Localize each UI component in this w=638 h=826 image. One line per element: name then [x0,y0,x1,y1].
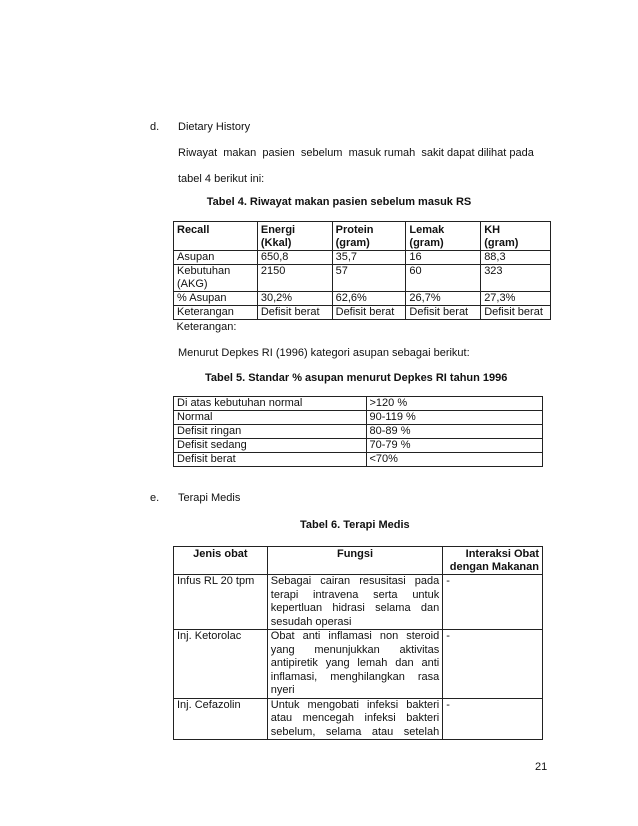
table4-cell-label: % Asupan [174,292,258,306]
table5-cell-range: >120 % [366,397,543,411]
table6-cell-drug: Inj. Cefazolin [174,698,268,740]
table4-cell: 35,7 [332,251,406,265]
table-row [174,630,543,699]
table6-cell-function: Obat anti inflamasi non steroid yang menunjukkan aktivitas antipiretik yang lemah dan anti inflamasi, menghilangkan rasa nyeri [267,630,442,699]
table4-header-kh: KH (gram) [481,222,551,251]
table6-caption: Tabel 6. Terapi Medis [300,519,410,531]
table-row [174,292,551,306]
table5-caption: Tabel 5. Standar % asupan menurut Depkes RI tahun 1996 [205,372,508,384]
table6-header-jenis-obat: Jenis obat [174,547,268,575]
table6-cell-function: Sebagai cairan resusitasi pada terapi intravena serta untuk kepertluan hidrasi selama dan sesudah operasi [267,575,442,630]
table-row [174,306,551,320]
section-e-title: Terapi Medis [178,492,241,504]
table4-cell: 88,3 [481,251,551,265]
table4-note-row [174,320,551,335]
table-row [174,411,543,425]
table-row [174,698,543,740]
table4-note: Keterangan: [176,321,237,333]
depkes-text: Menurut Depkes RI (1996) kategori asupan sebagai berikut: [178,347,470,359]
table4-cell: Defisit berat [406,306,481,320]
table6-cell-function: Untuk mengobati infeksi bakteri atau mencegah infeksi bakteri sebelum, selama atau setelah [267,698,442,740]
table6-header-interaksi: Interaksi Obat dengan Makanan [443,547,543,575]
section-d-marker: d. [150,121,160,133]
table4-cell-label: Keterangan [174,306,258,320]
table5-cell-category: Defisit ringan [174,425,367,439]
table4-cell-label: Asupan [174,251,258,265]
table4-header-lemak: Lemak (gram) [406,222,481,251]
table5-cell-range: 90-119 % [366,411,543,425]
table6-cell-interaction: - [443,630,543,699]
table4-header-recall: Recall [174,222,258,251]
table6 [173,546,543,740]
table6-header-row [174,547,543,575]
table4-cell: Defisit berat [332,306,406,320]
section-d-intro-line2: tabel 4 berikut ini: [178,173,265,185]
table4-cell: Defisit berat [257,306,332,320]
table-row [174,439,543,453]
table4-caption: Tabel 4. Riwayat makan pasien sebelum masuk RS [206,196,472,208]
table4-cell: 57 [332,265,406,292]
table5 [173,396,543,467]
table5-cell-range: <70% [366,453,543,467]
table6-cell-drug: Infus RL 20 tpm [174,575,268,630]
table4-cell-label: Kebutuhan (AKG) [174,265,258,292]
table4-cell: 26,7% [406,292,481,306]
table5-cell-category: Defisit sedang [174,439,367,453]
table-row [174,251,551,265]
table5-cell-category: Di atas kebutuhan normal [174,397,367,411]
table4-cell: 16 [406,251,481,265]
table4-cell: Defisit berat [481,306,551,320]
table4 [173,221,551,334]
table4-cell: 27,3% [481,292,551,306]
table-row [174,453,543,467]
section-d-title: Dietary History [178,121,251,133]
table5-cell-category: Defisit berat [174,453,367,467]
table4-cell: 323 [481,265,551,292]
table6-header-fungsi: Fungsi [267,547,442,575]
table4-cell: 60 [406,265,481,292]
table5-cell-range: 80-89 % [366,425,543,439]
table4-header-energi: Energi (Kkal) [257,222,332,251]
table4-header-row [174,222,551,251]
table-row [174,425,543,439]
page-number: 21 [535,761,548,773]
section-d-intro-line1: Riwayat makan pasien sebelum masuk rumah sakit dapat dilihat pada [178,147,534,159]
table-row [174,265,551,292]
table5-cell-range: 70-79 % [366,439,543,453]
table-row [174,575,543,630]
table6-cell-interaction: - [443,698,543,740]
table6-cell-drug: Inj. Ketorolac [174,630,268,699]
table-row [174,397,543,411]
table4-cell: 2150 [257,265,332,292]
table4-cell: 62,6% [332,292,406,306]
table4-header-protein: Protein (gram) [332,222,406,251]
table4-cell: 650,8 [257,251,332,265]
table6-cell-interaction: - [443,575,543,630]
table5-cell-category: Normal [174,411,367,425]
table4-cell: 30,2% [257,292,332,306]
section-e-marker: e. [150,492,160,504]
